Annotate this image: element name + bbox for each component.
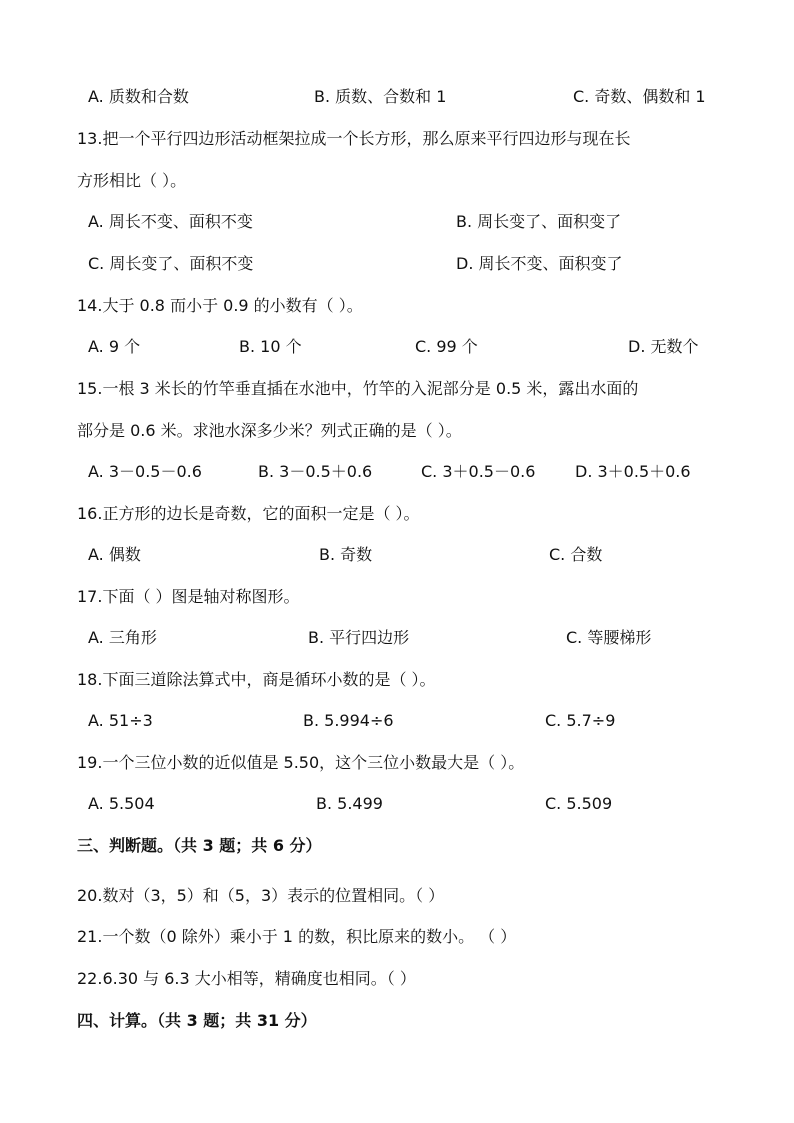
q17-text: 17.下面（ ）图是轴对称图形。: [77, 587, 300, 606]
q13-option-d: D. 周长不变、面积变了: [456, 254, 623, 273]
q12-option-c: C. 奇数、偶数和 1: [573, 87, 706, 106]
q13-option-a: A. 周长不变、面积不变: [88, 212, 253, 231]
q20-text: 20.数对（3，5）和（5，3）表示的位置相同。（ ）: [77, 886, 445, 905]
q22-text: 22.6.30 与 6.3 大小相等，精确度也相同。（ ）: [77, 969, 416, 988]
q21-text: 21.一个数（0 除外）乘小于 1 的数，积比原来的数小。 （ ）: [77, 927, 517, 946]
q19-option-a: A. 5.504: [88, 794, 155, 813]
q12-option-a: A. 质数和合数: [88, 87, 189, 106]
q18-option-a: A. 51÷3: [88, 711, 153, 730]
q16-text: 16.正方形的边长是奇数，它的面积一定是（ ）。: [77, 504, 420, 523]
q14-option-a: A. 9 个: [88, 337, 141, 356]
q19-option-b: B. 5.499: [316, 794, 383, 813]
q14-option-d: D. 无数个: [628, 337, 699, 356]
q19-option-c: C. 5.509: [545, 794, 613, 813]
q17-option-c: C. 等腰梯形: [566, 628, 652, 647]
section-3-heading: 三、判断题。（共 3 题；共 6 分）: [77, 836, 322, 855]
q15-text-line1: 15.一根 3 米长的竹竿垂直插在水池中，竹竿的入泥部分是 0.5 米，露出水面的: [77, 379, 639, 398]
section-4-heading: 四、计算。（共 3 题；共 31 分）: [77, 1011, 317, 1030]
q14-option-c: C. 99 个: [415, 337, 478, 356]
q13-option-c: C. 周长变了、面积不变: [88, 254, 254, 273]
q16-option-a: A. 偶数: [88, 545, 141, 564]
q13-option-b: B. 周长变了、面积变了: [456, 212, 622, 231]
q19-text: 19.一个三位小数的近似值是 5.50，这个三位小数最大是（ ）。: [77, 753, 525, 772]
q15-option-c: C. 3＋0.5－0.6: [421, 462, 536, 481]
q15-option-a: A. 3－0.5－0.6: [88, 462, 202, 481]
q16-option-b: B. 奇数: [319, 545, 373, 564]
q17-option-b: B. 平行四边形: [308, 628, 410, 647]
q18-option-b: B. 5.994÷6: [303, 711, 394, 730]
q15-option-d: D. 3＋0.5＋0.6: [575, 462, 691, 481]
q17-option-a: A. 三角形: [88, 628, 157, 647]
q15-text-line2: 部分是 0.6 米。求池水深多少米？列式正确的是（ ）。: [77, 421, 462, 440]
q18-text: 18.下面三道除法算式中，商是循环小数的是（ ）。: [77, 670, 436, 689]
q14-option-b: B. 10 个: [239, 337, 302, 356]
q15-option-b: B. 3－0.5＋0.6: [258, 462, 373, 481]
q13-text-line2: 方形相比（ ）。: [77, 171, 187, 190]
q12-option-b: B. 质数、合数和 1: [314, 87, 447, 106]
q16-option-c: C. 合数: [549, 545, 603, 564]
q18-option-c: C. 5.7÷9: [545, 711, 616, 730]
q13-text-line1: 13.把一个平行四边形活动框架拉成一个长方形，那么原来平行四边形与现在长: [77, 129, 631, 148]
q14-text: 14.大于 0.8 而小于 0.9 的小数有（ ）。: [77, 296, 363, 315]
